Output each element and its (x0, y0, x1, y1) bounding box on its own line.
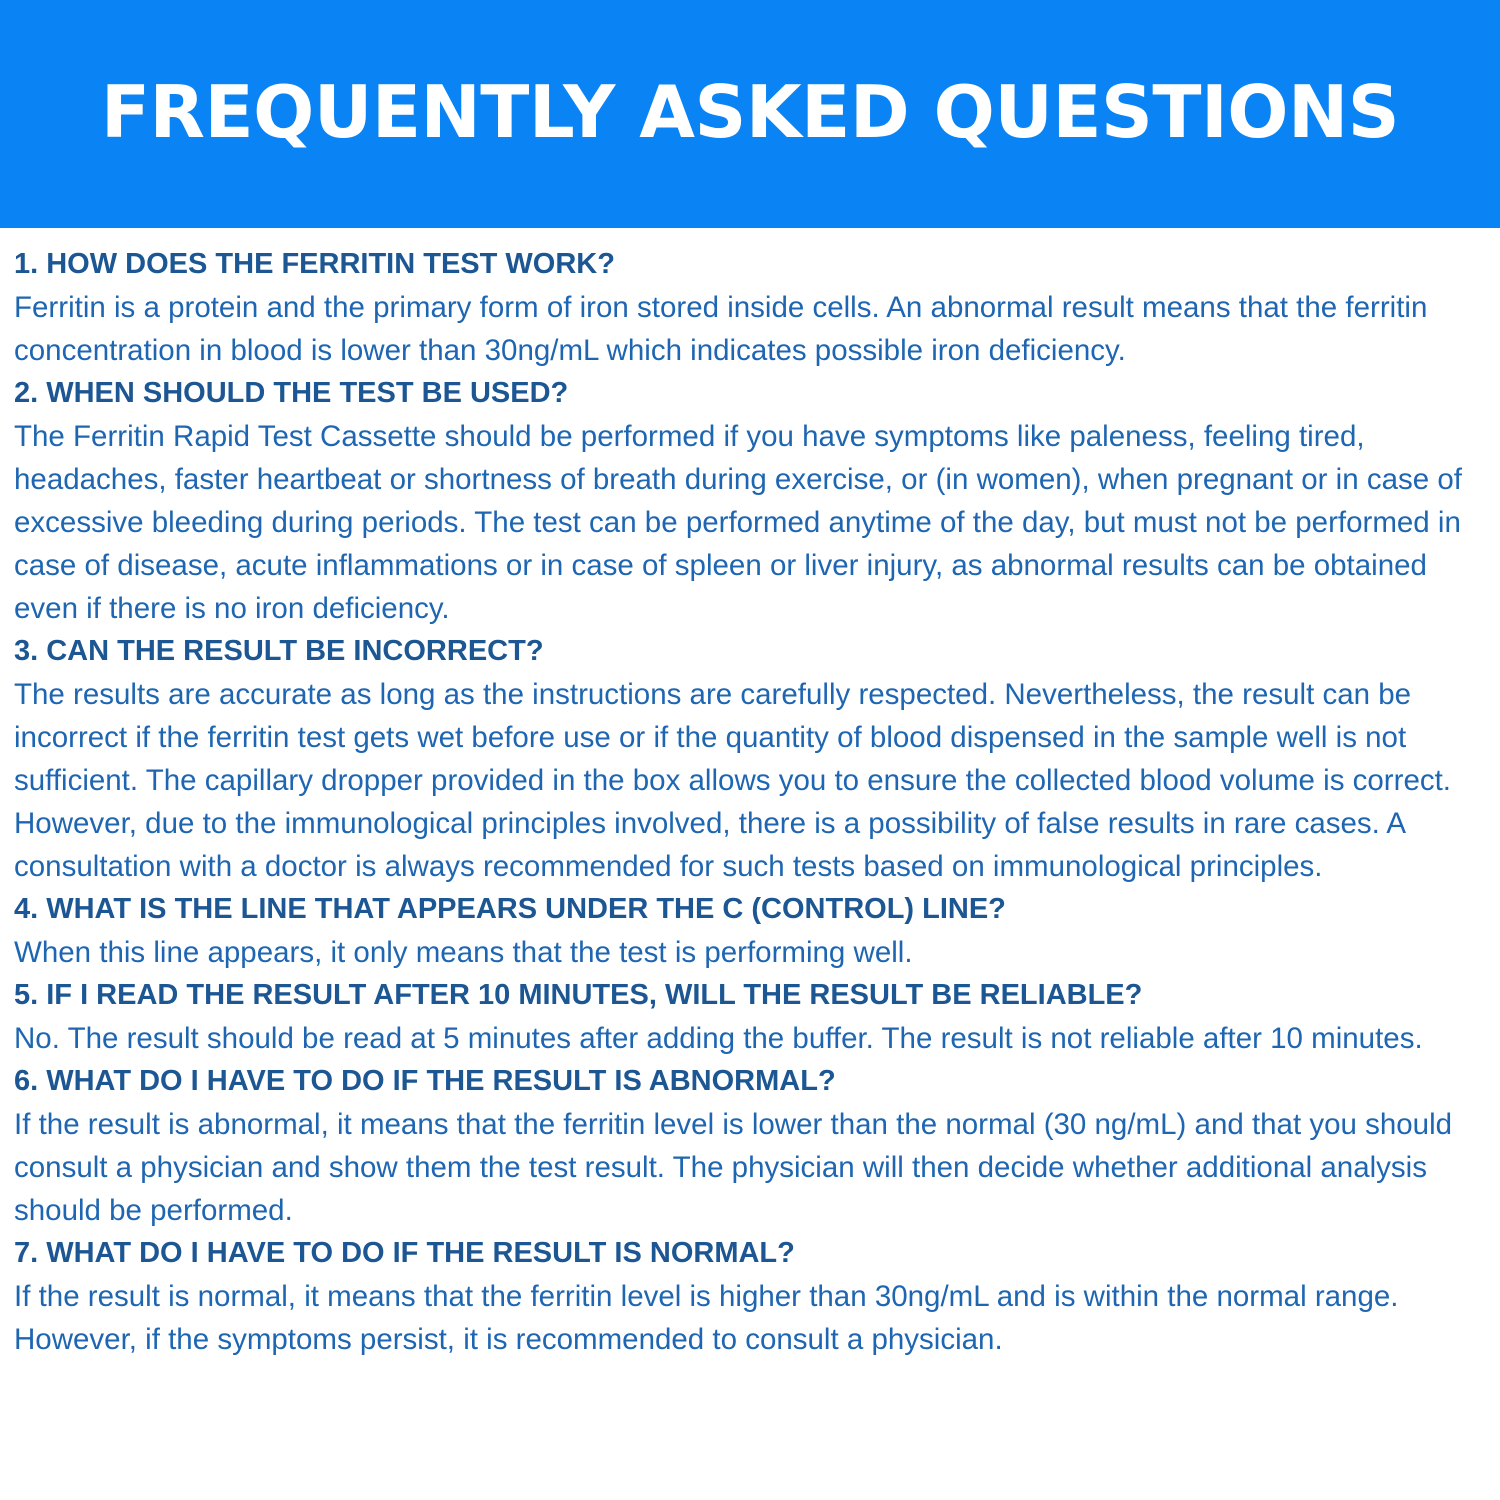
faq-question: 4. WHAT IS THE LINE THAT APPEARS UNDER THE C (CONTROL) LINE? (14, 893, 1006, 925)
faq-question: 7. WHAT DO I HAVE TO DO IF THE RESULT IS NORMAL? (14, 1237, 795, 1269)
faq-answer: The Ferritin Rapid Test Cassette should be performed if you have symptoms like paleness, feeling tired, headaches, faster heartbeat or shortness of breath during exercise, or (in women), when pregnant or in case of excessive bleeding during periods. The test can be performed anytime of the day, but must not be performed in case of disease, acute inflammations or in case of spleen or liver injury, as abnormal results can be obtained even if there is no iron deficiency. (14, 420, 1462, 625)
faq-question: 5. IF I READ THE RESULT AFTER 10 MINUTES, WILL THE RESULT BE RELIABLE? (14, 979, 1143, 1011)
header-banner (0, 0, 1500, 228)
faq-question: 3. CAN THE RESULT BE INCORRECT? (14, 635, 544, 667)
faq-question: 6. WHAT DO I HAVE TO DO IF THE RESULT IS ABNORMAL? (14, 1065, 836, 1097)
faq-item (14, 888, 1480, 974)
faq-answer: Ferritin is a protein and the primary form of iron stored inside cells. An abnormal result means that the ferritin concentration in blood is lower than 30ng/mL which indicates possible iron deficiency. (14, 291, 1428, 367)
page-title: FREQUENTLY ASKED QUESTIONS (100, 70, 1400, 154)
faq-item (14, 243, 1480, 372)
faq-answer: No. The result should be read at 5 minutes after adding the buffer. The result is not reliable after 10 minutes. (14, 1022, 1423, 1055)
faq-answer: If the result is normal, it means that the ferritin level is higher than 30ng/mL and is within the normal range. However, if the symptoms persist, it is recommended to consult a physician. (14, 1280, 1399, 1356)
faq-answer: When this line appears, it only means that the test is performing well. (14, 936, 913, 969)
faq-list (14, 243, 1480, 1361)
faq-question: 1. HOW DOES THE FERRITIN TEST WORK? (14, 248, 615, 280)
faq-item (14, 1232, 1480, 1361)
faq-item (14, 372, 1480, 630)
faq-item (14, 630, 1480, 888)
faq-answer: The results are accurate as long as the instructions are carefully respected. Nevertheless, the result can be incorrect if the ferritin test gets wet before use or if the quantity of blood dispensed in the sample well is not sufficient. The capillary dropper provided in the box allows you to ensure the collected blood volume is correct. However, due to the immunological principles involved, there is a possibility of false results in rare cases. A consultation with a doctor is always recommended for such tests based on immunological principles. (14, 678, 1452, 883)
faq-item (14, 1060, 1480, 1232)
faq-question: 2. WHEN SHOULD THE TEST BE USED? (14, 377, 569, 409)
faq-item (14, 974, 1480, 1060)
faq-answer: If the result is abnormal, it means that the ferritin level is lower than the normal (30 ng/mL) and that you should consult a physician and show them the test result. The physician will then decide whether additional analysis should be performed. (14, 1108, 1453, 1227)
